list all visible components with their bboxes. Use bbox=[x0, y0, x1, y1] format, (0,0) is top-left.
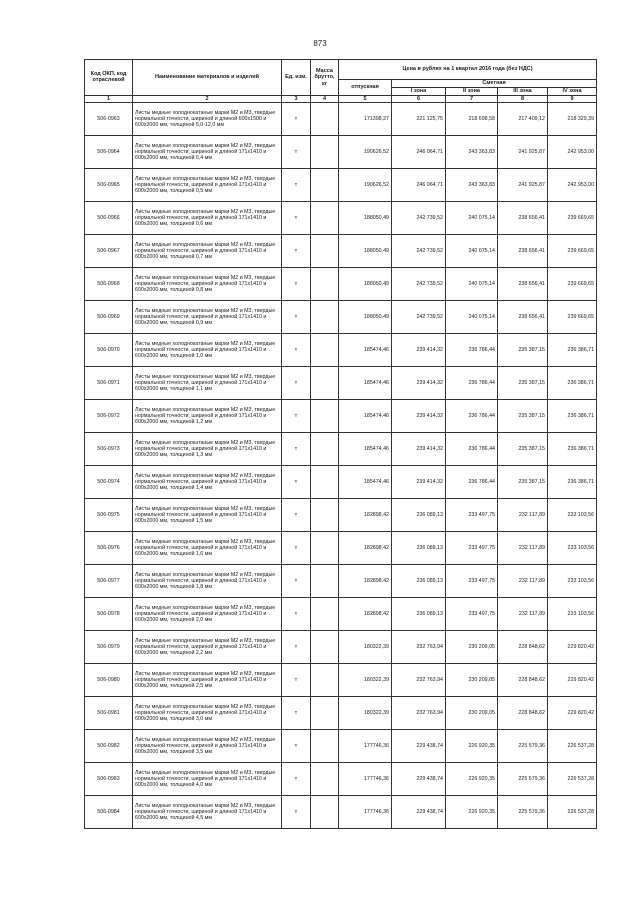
cell-zone-1-price: 242 739,52 bbox=[392, 202, 446, 235]
cell-zone-3-price: 238 656,41 bbox=[498, 202, 548, 235]
cell-code: 506-0975 bbox=[85, 499, 133, 532]
cell-mass bbox=[311, 763, 339, 796]
cell-zone-1-price: 246 064,71 bbox=[392, 136, 446, 169]
cell-release-price: 185474,46 bbox=[339, 367, 392, 400]
cell-mass bbox=[311, 202, 339, 235]
cell-mass bbox=[311, 367, 339, 400]
column-number-row bbox=[85, 95, 597, 103]
cell-unit: т bbox=[282, 268, 311, 301]
cell-zone-4-price: 218 329,39 bbox=[548, 103, 597, 136]
cell-zone-1-price: 239 414,32 bbox=[392, 433, 446, 466]
cell-mass bbox=[311, 598, 339, 631]
cell-zone-3-price: 217 409,12 bbox=[498, 103, 548, 136]
cell-mass bbox=[311, 796, 339, 829]
cell-mass bbox=[311, 664, 339, 697]
cell-release-price: 182898,42 bbox=[339, 532, 392, 565]
header-zone-3: III зона bbox=[498, 87, 548, 95]
cell-zone-1-price: 229 438,74 bbox=[392, 730, 446, 763]
cell-zone-3-price: 225 579,36 bbox=[498, 796, 548, 829]
table-row bbox=[85, 763, 597, 796]
table-row bbox=[85, 730, 597, 763]
cell-release-price: 171398,27 bbox=[339, 103, 392, 136]
cell-zone-1-price: 236 089,13 bbox=[392, 532, 446, 565]
cell-zone-1-price: 232 763,94 bbox=[392, 697, 446, 730]
cell-name: Листы медные холоднокатаные марки М2 и М3, твердые нормальной точности, шириной и длиной 171x1410 и 600x2000 мм, толщиной 1,6 мм bbox=[133, 532, 282, 565]
cell-zone-3-price: 241 925,87 bbox=[498, 136, 548, 169]
cell-zone-4-price: 226 537,28 bbox=[548, 763, 597, 796]
cell-zone-2-price: 233 497,75 bbox=[446, 532, 498, 565]
header-release: отпускная bbox=[339, 80, 392, 96]
cell-unit: т bbox=[282, 466, 311, 499]
cell-zone-1-price: 232 763,94 bbox=[392, 664, 446, 697]
cell-zone-1-price: 236 089,13 bbox=[392, 499, 446, 532]
cell-zone-4-price: 229 820,42 bbox=[548, 664, 597, 697]
cell-zone-2-price: 236 786,44 bbox=[446, 433, 498, 466]
cell-zone-4-price: 239 669,65 bbox=[548, 268, 597, 301]
cell-zone-3-price: 235 387,15 bbox=[498, 466, 548, 499]
cell-name: Листы медные холоднокатаные марки М2 и М3, твердые нормальной точности, шириной и длиной 171x1410 и 600x2000 мм, толщиной 2,0 мм bbox=[133, 598, 282, 631]
cell-unit: т bbox=[282, 565, 311, 598]
cell-zone-4-price: 239 669,65 bbox=[548, 235, 597, 268]
cell-zone-4-price: 242 953,00 bbox=[548, 136, 597, 169]
cell-release-price: 182898,42 bbox=[339, 598, 392, 631]
column-number: 1 bbox=[85, 95, 133, 103]
cell-release-price: 190626,52 bbox=[339, 136, 392, 169]
cell-unit: т bbox=[282, 631, 311, 664]
cell-zone-1-price: 236 089,13 bbox=[392, 598, 446, 631]
cell-release-price: 177746,36 bbox=[339, 796, 392, 829]
cell-zone-3-price: 232 117,89 bbox=[498, 499, 548, 532]
cell-code: 506-0979 bbox=[85, 631, 133, 664]
cell-code: 506-0974 bbox=[85, 466, 133, 499]
table-row bbox=[85, 400, 597, 433]
cell-zone-2-price: 233 497,75 bbox=[446, 598, 498, 631]
cell-unit: т bbox=[282, 235, 311, 268]
header-estimate: Сметная bbox=[392, 80, 597, 88]
cell-release-price: 177746,36 bbox=[339, 730, 392, 763]
cell-mass bbox=[311, 169, 339, 202]
cell-unit: т bbox=[282, 499, 311, 532]
cell-name: Листы медные холоднокатаные марки М2 и М3, твердые нормальной точности, шириной и длиной 171x1410 и 600x2000 мм, толщиной 4,0 мм bbox=[133, 763, 282, 796]
cell-zone-2-price: 240 075,14 bbox=[446, 202, 498, 235]
cell-name: Листы медные холоднокатаные марки М2 и М3, твердые нормальной точности, шириной и длиной 171x1410 и 600x2000 мм, толщиной 1,1 мм bbox=[133, 367, 282, 400]
cell-release-price: 188050,49 bbox=[339, 202, 392, 235]
cell-mass bbox=[311, 499, 339, 532]
cell-unit: т bbox=[282, 334, 311, 367]
table-row bbox=[85, 697, 597, 730]
table-row bbox=[85, 169, 597, 202]
table-row bbox=[85, 103, 597, 136]
cell-code: 506-0972 bbox=[85, 400, 133, 433]
column-number: 9 bbox=[548, 95, 597, 103]
cell-release-price: 177746,36 bbox=[339, 763, 392, 796]
cell-code: 506-0976 bbox=[85, 532, 133, 565]
cell-name: Листы медные холоднокатаные марки М2 и М3, твердые нормальной точности, шириной и длиной 171x1410 и 600x2000 мм, толщиной 0,5 мм bbox=[133, 169, 282, 202]
cell-name: Листы медные холоднокатаные марки М2 и М3, твердые нормальной точности, шириной и длиной 171x1410 и 600x2000 мм, толщиной 0,4 мм bbox=[133, 136, 282, 169]
cell-code: 506-0967 bbox=[85, 235, 133, 268]
cell-name: Листы медные холоднокатаные марки М2 и М3, твердые нормальной точности, шириной и длиной 171x1410 и 600x2000 мм, толщиной 0,7 мм bbox=[133, 235, 282, 268]
column-number: 8 bbox=[498, 95, 548, 103]
cell-unit: т bbox=[282, 532, 311, 565]
cell-mass bbox=[311, 466, 339, 499]
cell-zone-1-price: 239 414,32 bbox=[392, 400, 446, 433]
cell-release-price: 182898,42 bbox=[339, 499, 392, 532]
cell-zone-4-price: 236 386,71 bbox=[548, 400, 597, 433]
cell-zone-4-price: 226 537,28 bbox=[548, 796, 597, 829]
cell-name: Листы медные холоднокатаные марки М2 и М3, твердые нормальной точности, шириной и длиной 171x1410 и 600x2000 мм, толщиной 3,5 мм bbox=[133, 730, 282, 763]
cell-zone-2-price: 236 786,44 bbox=[446, 367, 498, 400]
cell-name: Листы медные холоднокатаные марки М2 и М3, твердые нормальной точности, шириной и длиной 171x1410 и 600x2000 мм, толщиной 1,8 мм bbox=[133, 565, 282, 598]
cell-zone-4-price: 233 103,56 bbox=[548, 532, 597, 565]
cell-release-price: 188050,49 bbox=[339, 301, 392, 334]
cell-zone-4-price: 236 386,71 bbox=[548, 334, 597, 367]
cell-zone-2-price: 226 920,35 bbox=[446, 763, 498, 796]
cell-release-price: 185474,46 bbox=[339, 400, 392, 433]
cell-code: 506-0973 bbox=[85, 433, 133, 466]
cell-mass bbox=[311, 697, 339, 730]
cell-zone-2-price: 230 209,05 bbox=[446, 631, 498, 664]
cell-zone-3-price: 235 387,15 bbox=[498, 433, 548, 466]
cell-zone-3-price: 228 848,62 bbox=[498, 697, 548, 730]
cell-zone-4-price: 233 103,56 bbox=[548, 499, 597, 532]
cell-zone-1-price: 236 089,13 bbox=[392, 565, 446, 598]
cell-zone-3-price: 238 656,41 bbox=[498, 301, 548, 334]
cell-release-price: 182898,42 bbox=[339, 565, 392, 598]
cell-release-price: 180322,39 bbox=[339, 631, 392, 664]
cell-zone-1-price: 239 414,32 bbox=[392, 334, 446, 367]
cell-unit: т bbox=[282, 433, 311, 466]
table-row bbox=[85, 532, 597, 565]
cell-unit: т bbox=[282, 796, 311, 829]
cell-code: 506-0982 bbox=[85, 730, 133, 763]
cell-zone-3-price: 228 848,62 bbox=[498, 664, 548, 697]
cell-zone-4-price: 226 537,28 bbox=[548, 730, 597, 763]
table-row bbox=[85, 466, 597, 499]
column-number: 2 bbox=[133, 95, 282, 103]
cell-unit: т bbox=[282, 598, 311, 631]
cell-unit: т bbox=[282, 202, 311, 235]
cell-unit: т bbox=[282, 763, 311, 796]
table-row bbox=[85, 796, 597, 829]
cell-zone-1-price: 242 739,52 bbox=[392, 301, 446, 334]
cell-mass bbox=[311, 532, 339, 565]
cell-zone-4-price: 242 953,00 bbox=[548, 169, 597, 202]
table-row bbox=[85, 334, 597, 367]
cell-release-price: 188050,49 bbox=[339, 235, 392, 268]
column-number: 7 bbox=[446, 95, 498, 103]
cell-name: Листы медные холоднокатаные марки М2 и М3, твердые нормальной точности, шириной и длиной 171x1410 и 600x2000 мм, толщиной 1,4 мм bbox=[133, 466, 282, 499]
cell-name: Листы медные холоднокатаные марки М2 и М3, твердые нормальной точности, шириной и длиной 171x1410 и 600x2000 мм, толщиной 0,9 мм bbox=[133, 301, 282, 334]
cell-name: Листы медные холоднокатаные марки М2 и М3, твердые нормальной точности, шириной и длиной 171x1410 и 600x2000 мм, толщиной 1,0 мм bbox=[133, 334, 282, 367]
cell-mass bbox=[311, 433, 339, 466]
cell-name: Листы медные холоднокатаные марки М2 и М3, твердые нормальной точности, шириной и длиной 171x1410 и 600x2000 мм, толщиной 1,2 мм bbox=[133, 400, 282, 433]
cell-zone-1-price: 239 414,32 bbox=[392, 466, 446, 499]
cell-unit: т bbox=[282, 136, 311, 169]
cell-zone-3-price: 225 579,36 bbox=[498, 763, 548, 796]
header-mass: Масса брутто, кг bbox=[311, 60, 339, 96]
table-row bbox=[85, 499, 597, 532]
cell-code: 506-0966 bbox=[85, 202, 133, 235]
cell-zone-2-price: 243 363,83 bbox=[446, 136, 498, 169]
cell-name: Листы медные холоднокатаные марки М2 и М3, твердые нормальной точности, шириной и длиной 171x1410 и 600x2000 мм, толщиной 0,8 мм bbox=[133, 268, 282, 301]
cell-release-price: 180322,39 bbox=[339, 697, 392, 730]
cell-release-price: 185474,46 bbox=[339, 466, 392, 499]
cell-mass bbox=[311, 301, 339, 334]
header-code: Код ОКП, код отраслевой bbox=[85, 60, 133, 96]
cell-zone-4-price: 233 103,56 bbox=[548, 565, 597, 598]
table-row bbox=[85, 268, 597, 301]
cell-mass bbox=[311, 103, 339, 136]
cell-name: Листы медные холоднокатаные марки М2 и М3, твердые нормальной точности, шириной и длиной 171x1410 и 600x2000 мм, толщиной 1,5 мм bbox=[133, 499, 282, 532]
cell-zone-3-price: 232 117,89 bbox=[498, 598, 548, 631]
cell-code: 506-0977 bbox=[85, 565, 133, 598]
cell-name: Листы медные холоднокатаные марки М2 и М3, твердые нормальной точности, шириной и длиной 171x1410 и 600x2000 мм, толщиной 2,5 мм bbox=[133, 664, 282, 697]
table-row bbox=[85, 202, 597, 235]
cell-code: 506-0963 bbox=[85, 103, 133, 136]
cell-mass bbox=[311, 730, 339, 763]
cell-zone-4-price: 236 386,71 bbox=[548, 466, 597, 499]
cell-unit: т bbox=[282, 301, 311, 334]
cell-zone-3-price: 225 579,36 bbox=[498, 730, 548, 763]
cell-zone-3-price: 235 387,15 bbox=[498, 367, 548, 400]
cell-name: Листы медные холоднокатаные марки М2 и М3, твердые нормальной точности, шириной и длиной 600x1500 и 600x2000 мм, толщиной 5,0-12,0 мм bbox=[133, 103, 282, 136]
cell-unit: т bbox=[282, 103, 311, 136]
cell-name: Листы медные холоднокатаные марки М2 и М3, твердые нормальной точности, шириной и длиной 171x1410 и 600x2000 мм, толщиной 2,2 мм bbox=[133, 631, 282, 664]
cell-unit: т bbox=[282, 730, 311, 763]
header-zone-1: I зона bbox=[392, 87, 446, 95]
cell-unit: т bbox=[282, 367, 311, 400]
cell-name: Листы медные холоднокатаные марки М2 и М3, твердые нормальной точности, шириной и длиной 171x1410 и 600x2000 мм, толщиной 0,6 мм bbox=[133, 202, 282, 235]
cell-name: Листы медные холоднокатаные марки М2 и М3, твердые нормальной точности, шириной и длиной 171x1410 и 600x2000 мм, толщиной 4,5 мм bbox=[133, 796, 282, 829]
cell-zone-1-price: 232 763,94 bbox=[392, 631, 446, 664]
table-row bbox=[85, 664, 597, 697]
cell-zone-3-price: 241 925,87 bbox=[498, 169, 548, 202]
header-zone-4: IV зона bbox=[548, 87, 597, 95]
table-row bbox=[85, 565, 597, 598]
cell-zone-2-price: 240 075,14 bbox=[446, 268, 498, 301]
cell-zone-1-price: 229 438,74 bbox=[392, 796, 446, 829]
cell-code: 506-0964 bbox=[85, 136, 133, 169]
cell-zone-3-price: 228 848,62 bbox=[498, 631, 548, 664]
table-row bbox=[85, 433, 597, 466]
cell-zone-4-price: 239 669,65 bbox=[548, 202, 597, 235]
cell-code: 506-0968 bbox=[85, 268, 133, 301]
cell-name: Листы медные холоднокатаные марки М2 и М3, твердые нормальной точности, шириной и длиной 171x1410 и 600x2000 мм, толщиной 3,0 мм bbox=[133, 697, 282, 730]
cell-name: Листы медные холоднокатаные марки М2 и М3, твердые нормальной точности, шириной и длиной 171x1410 и 600x2000 мм, толщиной 1,3 мм bbox=[133, 433, 282, 466]
cell-zone-3-price: 238 656,41 bbox=[498, 235, 548, 268]
cell-zone-1-price: 221 125,75 bbox=[392, 103, 446, 136]
cell-zone-4-price: 229 820,42 bbox=[548, 631, 597, 664]
table-row bbox=[85, 367, 597, 400]
price-table bbox=[84, 59, 597, 829]
cell-release-price: 185474,46 bbox=[339, 334, 392, 367]
cell-zone-2-price: 218 698,58 bbox=[446, 103, 498, 136]
page-number: 873 bbox=[313, 39, 327, 48]
cell-zone-2-price: 240 075,14 bbox=[446, 235, 498, 268]
header-unit: Ед. изм. bbox=[282, 60, 311, 96]
cell-code: 506-0969 bbox=[85, 301, 133, 334]
cell-code: 506-0983 bbox=[85, 763, 133, 796]
table-row bbox=[85, 631, 597, 664]
cell-unit: т bbox=[282, 697, 311, 730]
cell-mass bbox=[311, 136, 339, 169]
cell-zone-4-price: 236 386,71 bbox=[548, 433, 597, 466]
cell-code: 506-0971 bbox=[85, 367, 133, 400]
table-row bbox=[85, 136, 597, 169]
cell-unit: т bbox=[282, 664, 311, 697]
cell-zone-1-price: 239 414,32 bbox=[392, 367, 446, 400]
cell-zone-4-price: 229 820,42 bbox=[548, 697, 597, 730]
cell-zone-2-price: 240 075,14 bbox=[446, 301, 498, 334]
cell-zone-2-price: 236 786,44 bbox=[446, 334, 498, 367]
cell-zone-2-price: 226 920,35 bbox=[446, 796, 498, 829]
cell-zone-1-price: 246 064,71 bbox=[392, 169, 446, 202]
cell-zone-2-price: 230 209,05 bbox=[446, 697, 498, 730]
cell-zone-2-price: 226 920,35 bbox=[446, 730, 498, 763]
table-body bbox=[85, 103, 597, 829]
column-number: 4 bbox=[311, 95, 339, 103]
cell-code: 506-0970 bbox=[85, 334, 133, 367]
cell-release-price: 185474,46 bbox=[339, 433, 392, 466]
cell-unit: т bbox=[282, 169, 311, 202]
table-row bbox=[85, 598, 597, 631]
column-number: 6 bbox=[392, 95, 446, 103]
cell-release-price: 180322,39 bbox=[339, 664, 392, 697]
cell-zone-2-price: 236 786,44 bbox=[446, 400, 498, 433]
cell-zone-3-price: 232 117,89 bbox=[498, 532, 548, 565]
cell-zone-4-price: 239 669,65 bbox=[548, 301, 597, 334]
cell-release-price: 190626,52 bbox=[339, 169, 392, 202]
cell-code: 506-0980 bbox=[85, 664, 133, 697]
cell-code: 506-0984 bbox=[85, 796, 133, 829]
cell-mass bbox=[311, 334, 339, 367]
cell-code: 506-0965 bbox=[85, 169, 133, 202]
column-number: 3 bbox=[282, 95, 311, 103]
cell-zone-2-price: 230 209,05 bbox=[446, 664, 498, 697]
header-name: Наименование материалов и изделий bbox=[133, 60, 282, 96]
cell-zone-3-price: 232 117,89 bbox=[498, 565, 548, 598]
cell-mass bbox=[311, 565, 339, 598]
column-number: 5 bbox=[339, 95, 392, 103]
cell-zone-4-price: 236 386,71 bbox=[548, 367, 597, 400]
cell-mass bbox=[311, 400, 339, 433]
cell-mass bbox=[311, 268, 339, 301]
cell-zone-2-price: 243 363,83 bbox=[446, 169, 498, 202]
cell-zone-1-price: 242 739,52 bbox=[392, 235, 446, 268]
cell-zone-3-price: 235 387,15 bbox=[498, 334, 548, 367]
cell-mass bbox=[311, 235, 339, 268]
cell-zone-3-price: 238 656,41 bbox=[498, 268, 548, 301]
header-price: Цена в рублях на 1 квартал 2016 года (без НДС) bbox=[339, 60, 597, 80]
table-row bbox=[85, 301, 597, 334]
cell-zone-2-price: 236 786,44 bbox=[446, 466, 498, 499]
cell-unit: т bbox=[282, 400, 311, 433]
cell-zone-4-price: 233 103,56 bbox=[548, 598, 597, 631]
cell-code: 506-0981 bbox=[85, 697, 133, 730]
cell-zone-1-price: 242 739,52 bbox=[392, 268, 446, 301]
cell-code: 506-0978 bbox=[85, 598, 133, 631]
cell-release-price: 188050,49 bbox=[339, 268, 392, 301]
cell-zone-2-price: 233 497,75 bbox=[446, 499, 498, 532]
cell-zone-3-price: 235 387,15 bbox=[498, 400, 548, 433]
cell-mass bbox=[311, 631, 339, 664]
cell-zone-2-price: 233 497,75 bbox=[446, 565, 498, 598]
cell-zone-1-price: 229 438,74 bbox=[392, 763, 446, 796]
header-zone-2: II зона bbox=[446, 87, 498, 95]
table-row bbox=[85, 235, 597, 268]
